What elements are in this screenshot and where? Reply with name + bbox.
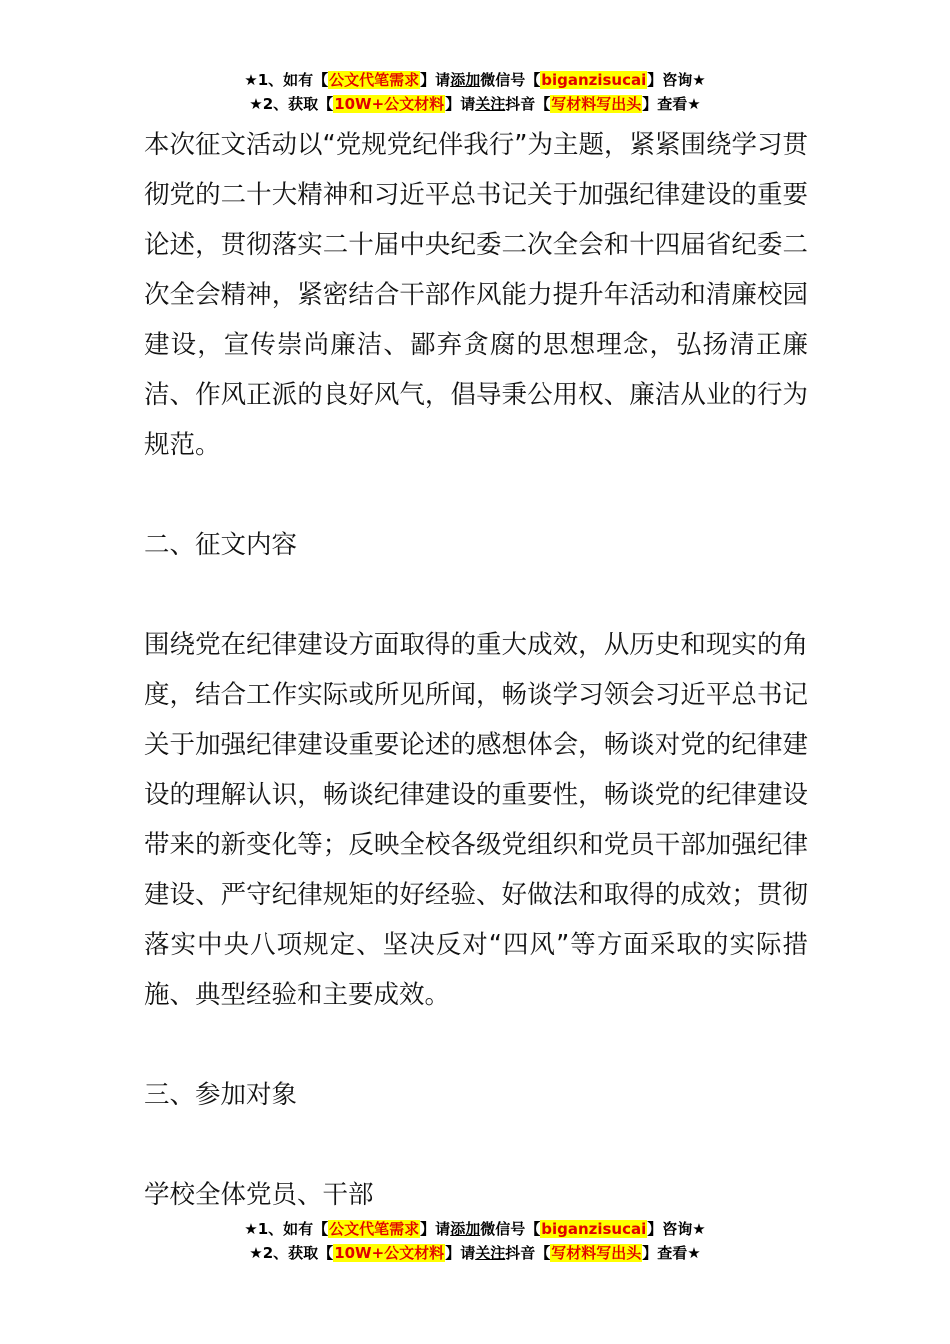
banner-line-1-mid2: 微信号【: [480, 71, 541, 89]
banner-underlined-follow: 关注: [475, 1244, 506, 1262]
banner-line-1: [0, 1217, 950, 1241]
banner-line-1-mid: 】请: [420, 1220, 451, 1238]
banner-underlined-add: 添加: [450, 71, 481, 89]
banner-highlight-service: 公文代笔需求: [329, 1220, 420, 1238]
banner-highlight-wechat-id: biganzisucai: [541, 1220, 647, 1238]
footer-banner: [0, 1217, 950, 1265]
paragraph-gap: [144, 570, 808, 620]
section-2-heading: 二、征文内容: [144, 530, 298, 560]
paragraph-gap: [144, 1120, 808, 1170]
banner-highlight-materials: 10W+公文材料: [334, 95, 445, 113]
section-3-heading: 三、参加对象: [144, 1080, 298, 1110]
banner-line-1-prefix: ★1、如有【: [244, 1220, 329, 1238]
banner-line-2-suffix: 】查看★: [642, 95, 701, 113]
banner-line-2: [0, 92, 950, 116]
banner-line-1-prefix: ★1、如有【: [244, 71, 329, 89]
section-3-paragraph: 学校全体党员、干部: [144, 1180, 374, 1210]
banner-underlined-add: 添加: [450, 1220, 481, 1238]
intro-paragraph: 本次征文活动以“党规党纪伴我行”为主题，紧紧围绕学习贯彻党的二十大精神和习近平总书记关于加强纪律建设的重要论述，贯彻落实二十届中央纪委二次全会和十四届省纪委二次全会精神，紧密结合干部作风能力提升年活动和清廉校园建设，宣传崇尚廉洁、鄙弃贪腐的思想理念，弘扬清正廉洁、作风正派的良好风气，倡导秉公用权、廉洁从业的行为规范。: [144, 130, 808, 460]
banner-highlight-wechat-id: biganzisucai: [541, 71, 647, 89]
banner-line-2-mid: 】请: [445, 1244, 476, 1262]
banner-line-2-prefix: ★2、获取【: [249, 95, 334, 113]
banner-line-1-mid2: 微信号【: [480, 1220, 541, 1238]
banner-line-1-suffix: 】咨询★: [647, 1220, 706, 1238]
paragraph-gap: [144, 1020, 808, 1070]
banner-line-2-mid: 】请: [445, 95, 476, 113]
document-body: [144, 120, 808, 1220]
banner-line-2: [0, 1241, 950, 1265]
banner-line-1-suffix: 】咨询★: [647, 71, 706, 89]
header-banner: [0, 68, 950, 116]
banner-line-2-prefix: ★2、获取【: [249, 1244, 334, 1262]
banner-line-1-mid: 】请: [420, 71, 451, 89]
banner-line-1: [0, 68, 950, 92]
banner-line-2-mid2: 抖音【: [505, 95, 551, 113]
banner-highlight-service: 公文代笔需求: [329, 71, 420, 89]
banner-highlight-douyin: 写材料写出头: [551, 1244, 642, 1262]
banner-line-2-mid2: 抖音【: [505, 1244, 551, 1262]
banner-highlight-materials: 10W+公文材料: [334, 1244, 445, 1262]
paragraph-gap: [144, 470, 808, 520]
section-2-paragraph: 围绕党在纪律建设方面取得的重大成效，从历史和现实的角度，结合工作实际或所见所闻，畅谈学习领会习近平总书记关于加强纪律建设重要论述的感想体会，畅谈对党的纪律建设的理解认识，畅谈纪律建设的重要性，畅谈党的纪律建设带来的新变化等；反映全校各级党组织和党员干部加强纪律建设、严守纪律规矩的好经验、好做法和取得的成效；贯彻落实中央八项规定、坚决反对“四风”等方面采取的实际措施、典型经验和主要成效。: [144, 630, 808, 1010]
banner-line-2-suffix: 】查看★: [642, 1244, 701, 1262]
banner-underlined-follow: 关注: [475, 95, 506, 113]
banner-highlight-douyin: 写材料写出头: [551, 95, 642, 113]
